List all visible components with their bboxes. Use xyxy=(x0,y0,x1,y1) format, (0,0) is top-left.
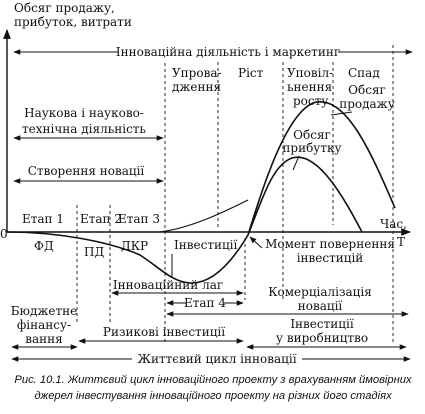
science-activity-line1: Наукова і науково- xyxy=(24,106,144,120)
phase-introduction-line1: Упрова- xyxy=(172,66,222,80)
profit-curve xyxy=(248,157,362,235)
payback-leader xyxy=(250,237,262,248)
investments-label: Інвестиції xyxy=(174,238,238,252)
phase-dkr-label: ДКР xyxy=(121,239,149,253)
sales-curve-early xyxy=(160,200,248,232)
y-axis-label-line2: прибуток, витрати xyxy=(14,15,132,29)
x-axis-label-t: Т xyxy=(397,235,406,249)
phase-separators xyxy=(77,45,393,345)
commercialization-line1: Комерціалізація xyxy=(268,285,372,299)
sales-label-line1: Обсяг xyxy=(348,83,386,97)
stage3-label: Етап 3 xyxy=(118,212,160,226)
phase-slowdown-line2: ьнення xyxy=(287,80,333,94)
science-activity-line2: технічна діяльність xyxy=(22,122,146,136)
stage2-label: Етап 2 xyxy=(80,212,122,226)
commercialization-line2: новації xyxy=(297,299,343,313)
phase-decline: Спад xyxy=(348,66,380,80)
phase-pd-label: ПД xyxy=(84,245,105,259)
phase-slowdown-line3: росту xyxy=(293,94,329,108)
x-axis-label-time: Час, xyxy=(380,217,407,231)
innovation-lag-label: Інноваційний лаг xyxy=(112,278,224,292)
stage4-label: Етап 4 xyxy=(184,296,226,310)
phase-slowdown-line1: Уповіл- xyxy=(287,66,334,80)
innovation-creation-label: Створення новації xyxy=(27,164,145,178)
payback-label-line1: Момент повернення xyxy=(265,237,395,251)
phase-growth: Ріст xyxy=(238,66,264,80)
top-bar-label: Інноваційна діяльність і маркетинг xyxy=(115,45,341,59)
profit-label-line2: прибутку xyxy=(282,141,342,155)
figure-number: Рис. 10.1. xyxy=(14,374,65,386)
production-investments-line1: Інвестиції xyxy=(290,317,354,331)
life-cycle-label: Життєвий цикл інновації xyxy=(137,352,297,366)
figure-caption xyxy=(6,372,420,404)
payback-label-line2: інвестицій xyxy=(296,251,364,265)
budget-financing-line2: фінансу- xyxy=(16,318,72,332)
risk-investments-label: Ризикові інвестиції xyxy=(102,325,226,339)
profit-label-line1: Обсяг xyxy=(293,128,331,142)
budget-financing-line1: Бюджетне xyxy=(10,304,78,318)
figure-caption-text: Життєвий цикл інноваційного проекту з врахуванням ймовірних джерел інвестування інноваційного проекту на різних його стадіях xyxy=(34,374,412,402)
y-axis-label-line1: Обсяг продажу, xyxy=(14,1,115,15)
stage1-label: Етап 1 xyxy=(22,212,64,226)
phase-introduction-line2: дження xyxy=(172,80,222,94)
sales-label-line2: продажу xyxy=(339,97,395,111)
phase-fd-label: ФД xyxy=(34,239,54,253)
sales-curve xyxy=(248,102,395,235)
production-investments-line2: у виробництво xyxy=(275,331,369,345)
origin-label: 0 xyxy=(0,227,8,241)
budget-financing-line3: вання xyxy=(25,332,63,346)
